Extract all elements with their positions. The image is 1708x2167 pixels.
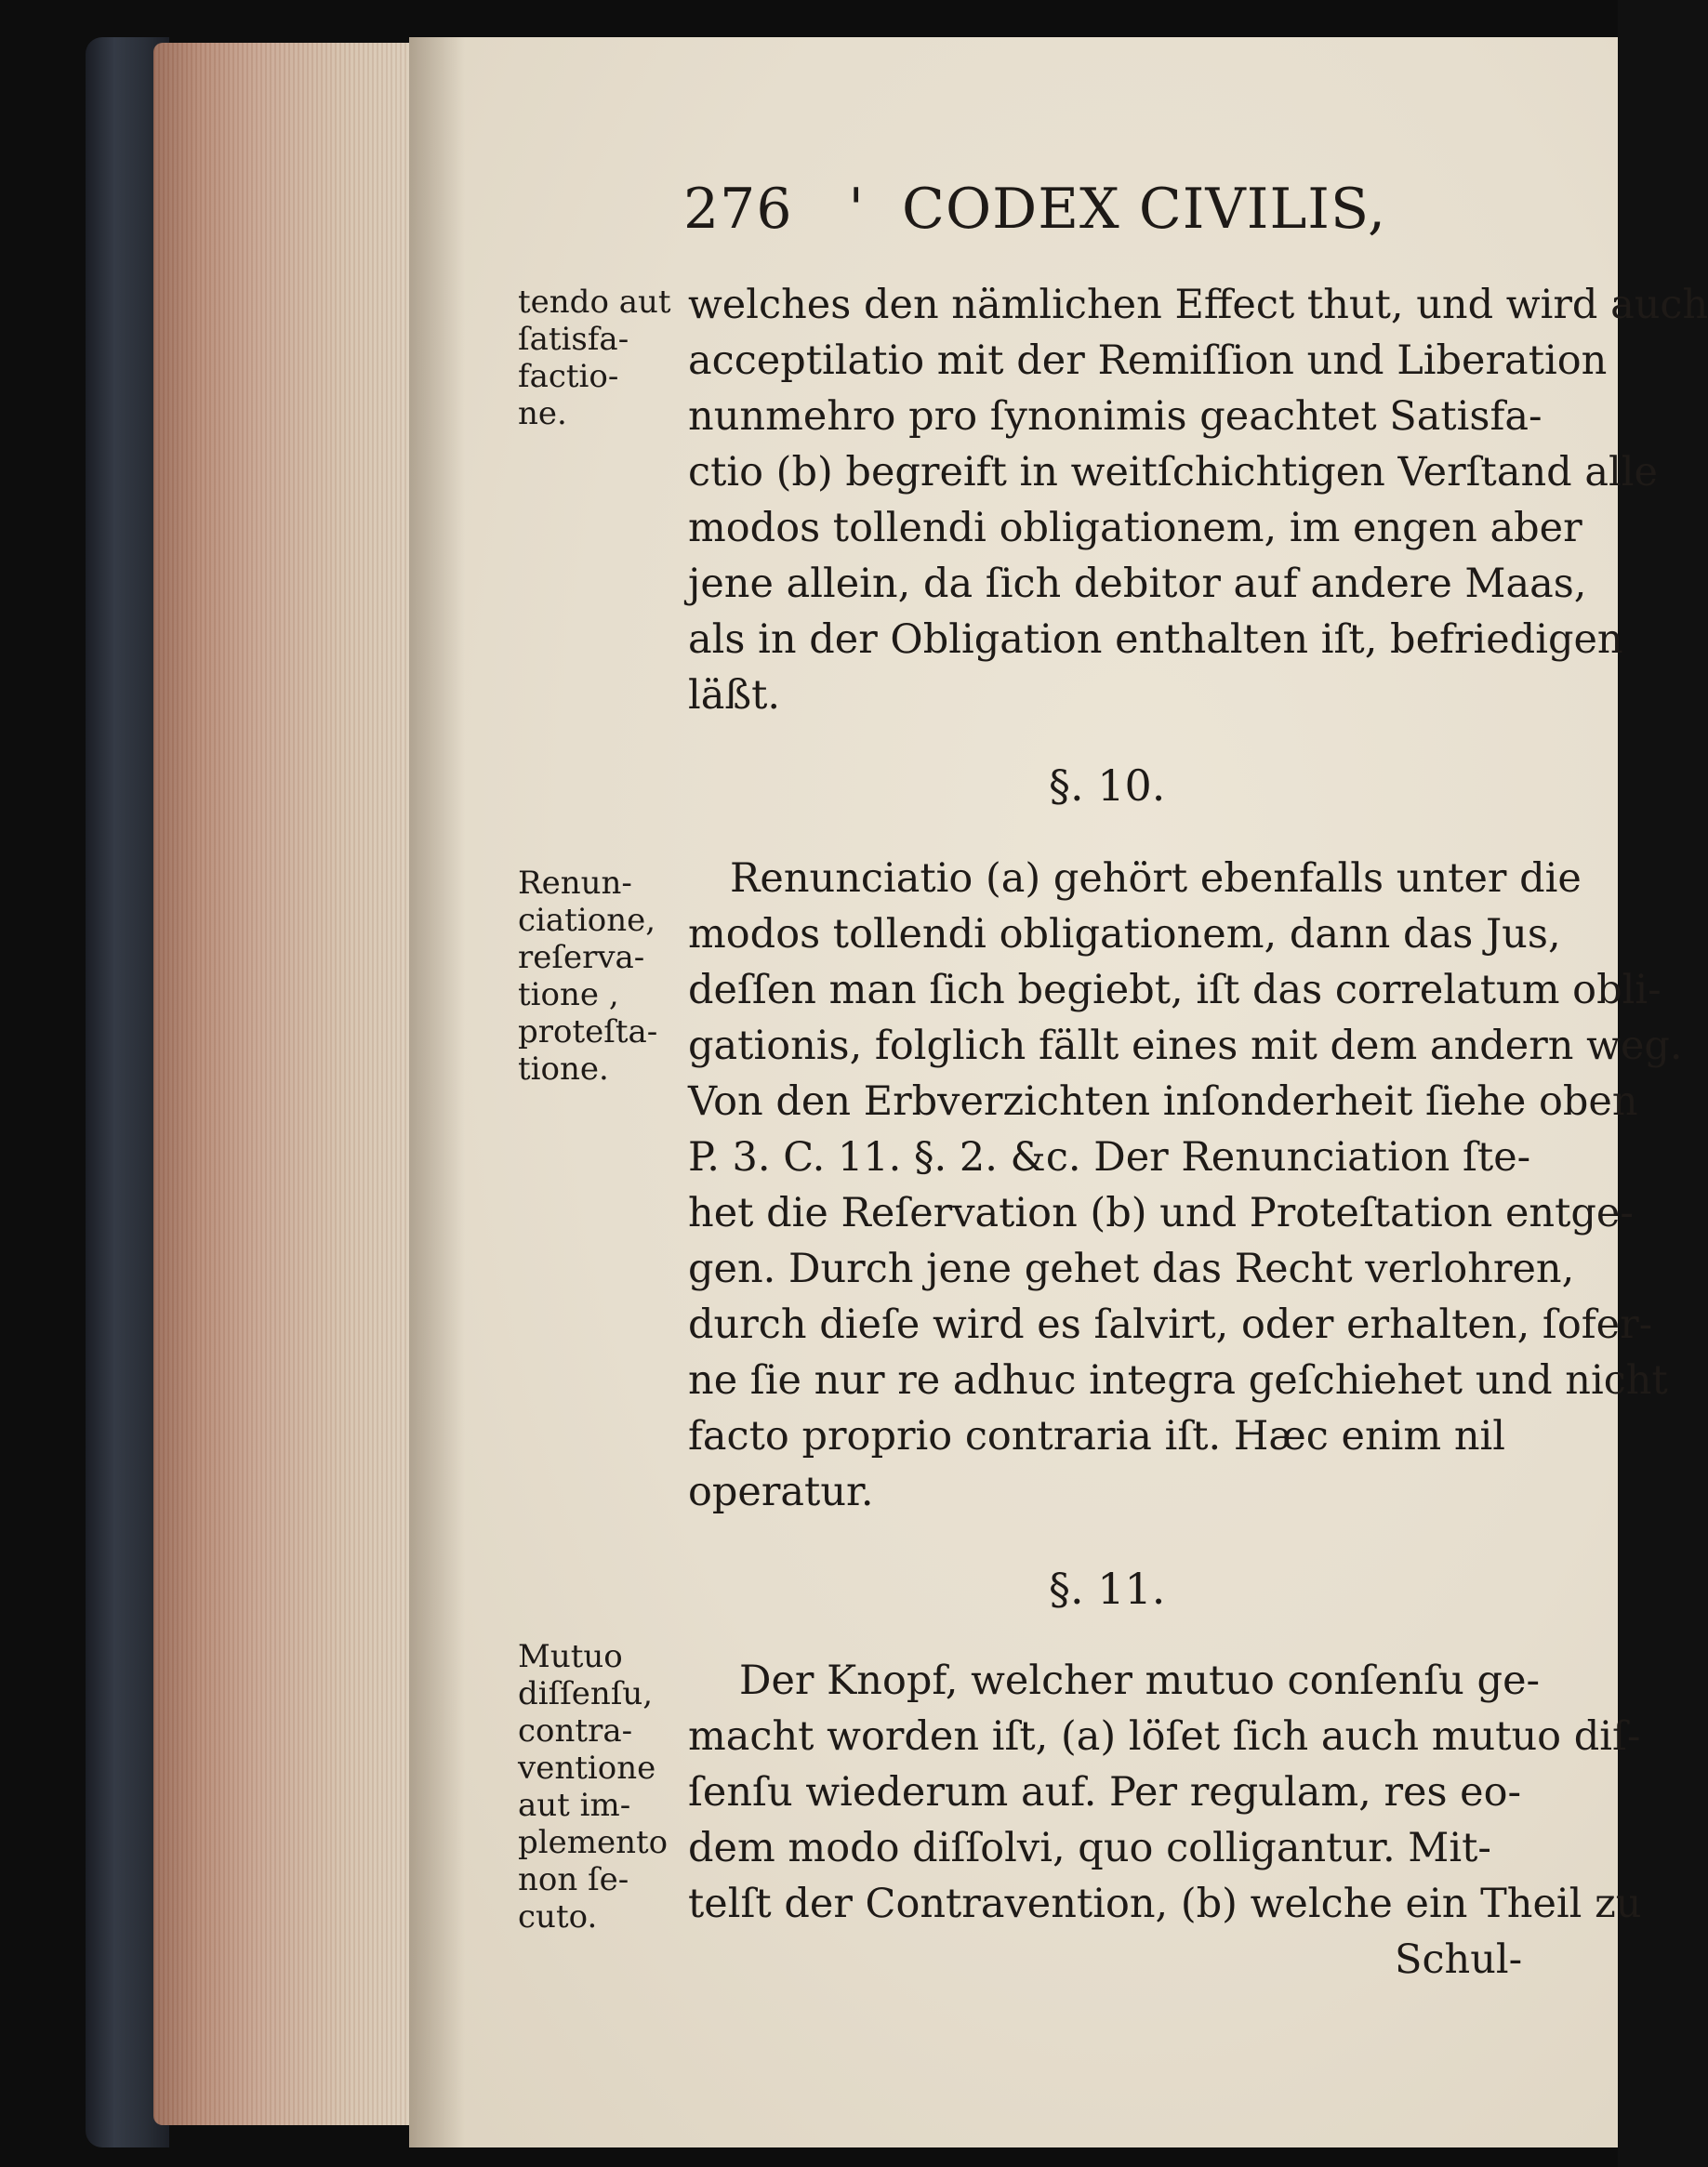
margin-note: Mutuo xyxy=(518,1638,623,1675)
body-line: welches den nämlichen Effect thut, und wird auch xyxy=(688,282,1708,328)
margin-note: reſerva- xyxy=(518,939,645,976)
margin-note: cuto. xyxy=(518,1898,598,1936)
margin-note: ventione xyxy=(518,1750,656,1787)
section-heading: §. 11. xyxy=(1049,1564,1166,1614)
body-line: gen. Durch jene gehet das Recht verlohren, xyxy=(688,1246,1575,1292)
running-head-mark: ' xyxy=(848,177,866,242)
body-line: nunmehro pro ſynonimis geachtet Satisfa- xyxy=(688,393,1542,440)
margin-note: proteſta- xyxy=(518,1013,658,1050)
margin-note: ſatisfa- xyxy=(518,321,629,358)
body-line: modos tollendi obligationem, dann das Jus, xyxy=(688,911,1561,958)
margin-note: contra- xyxy=(518,1712,633,1750)
body-line: acceptilatio mit der Remiſſion und Liberation xyxy=(688,337,1608,384)
gutter-shadow xyxy=(409,37,465,2147)
section-heading: §. 10. xyxy=(1049,760,1166,811)
margin-note: Renun- xyxy=(518,865,632,902)
body-line: facto proprio contraria iſt. Hæc enim nil xyxy=(688,1413,1506,1460)
body-line: Der Knopf, welcher mutuo conſenſu ge- xyxy=(739,1658,1541,1704)
body-line: Von den Erbverzichten inſonderheit ſiehe oben xyxy=(688,1078,1638,1125)
margin-note: plemento xyxy=(518,1824,669,1861)
margin-note: aut im- xyxy=(518,1787,631,1824)
running-head xyxy=(683,177,1386,242)
body-line: modos tollendi obligationem, im engen aber xyxy=(688,505,1582,551)
body-line: het die Reſervation (b) und Proteſtation entge- xyxy=(688,1190,1634,1236)
body-line: macht worden iſt, (a) löſet ſich auch mutuo diſ- xyxy=(688,1713,1641,1760)
running-title: CODEX CIVILIS, xyxy=(902,177,1387,242)
body-line: gationis, folglich fällt eines mit dem andern weg. xyxy=(688,1023,1683,1069)
body-line: ctio (b) begreift in weitſchichtigen Verſtand alle xyxy=(688,449,1658,496)
body-line: ſenſu wiederum auf. Per regulam, res eo- xyxy=(688,1769,1522,1816)
margin-note: factio- xyxy=(518,358,619,395)
page-number: 276 xyxy=(683,177,793,242)
margin-note: tione. xyxy=(518,1050,609,1088)
body-line: operatur. xyxy=(688,1469,874,1515)
body-line: ne ſie nur re adhuc integra geſchiehet und nicht xyxy=(688,1357,1668,1404)
body-line: telſt der Contravention, (b) welche ein Theil zu xyxy=(688,1881,1642,1927)
margin-note: diſſenſu, xyxy=(518,1675,654,1712)
margin-note: ne. xyxy=(518,395,567,432)
body-line: deſſen man ſich begiebt, iſt das correlatum obli- xyxy=(688,967,1662,1013)
margin-note: tendo aut xyxy=(518,284,671,321)
margin-note: tione , xyxy=(518,976,619,1013)
body-line: als in der Obligation enthalten iſt, befriedigen xyxy=(688,616,1623,663)
margin-note: non ſe- xyxy=(518,1861,629,1898)
body-line: Renunciatio (a) gehört ebenfalls unter die xyxy=(730,855,1582,902)
body-line: P. 3. C. 11. §. 2. &c. Der Renunciation ſte- xyxy=(688,1134,1531,1181)
body-line: durch dieſe wird es ſalvirt, oder erhalten, ſofer- xyxy=(688,1302,1653,1348)
margin-note: ciatione, xyxy=(518,902,656,939)
page-edges xyxy=(153,43,423,2125)
body-line: jene allein, da ſich debitor auf andere Maas, xyxy=(688,561,1587,607)
body-line: läßt. xyxy=(688,672,781,719)
catchword: Schul- xyxy=(1395,1936,1523,1983)
body-line: dem modo diſſolvi, quo colligantur. Mit- xyxy=(688,1825,1491,1871)
